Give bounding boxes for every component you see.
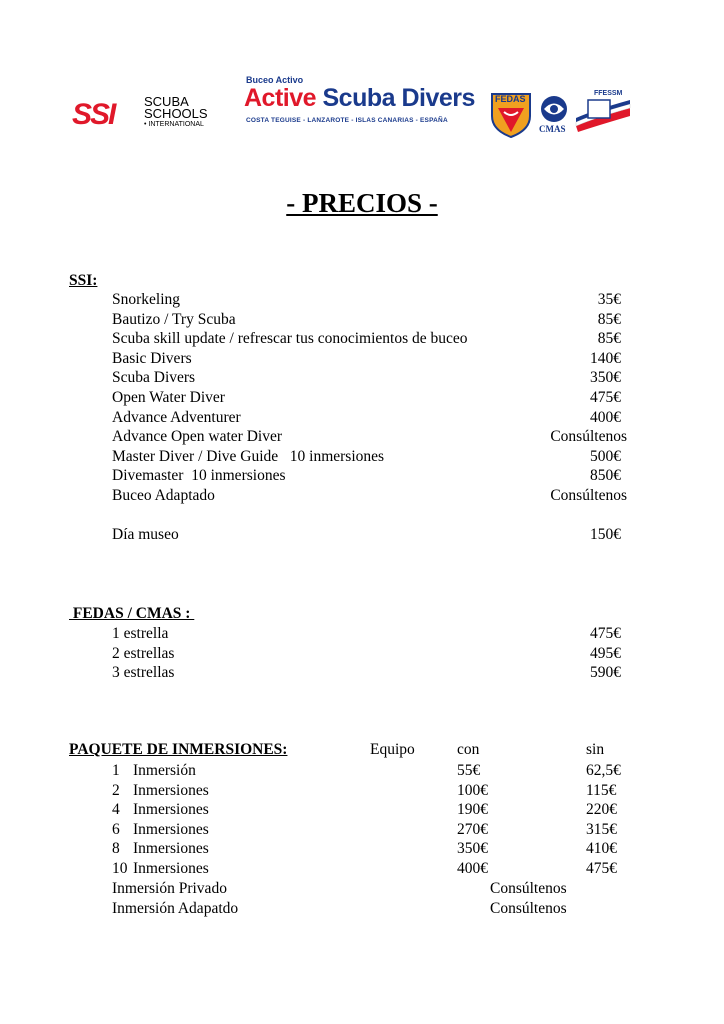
ssi-item-price: 400€ <box>590 409 621 426</box>
cmas-globe-icon <box>536 94 572 124</box>
asd-subtitle: COSTA TEGUISE - LANZAROTE - ISLAS CANARIAS - ESPAÑA <box>246 117 448 124</box>
paquete-row-con: 100€ <box>457 782 488 799</box>
ssi-heading: SSI: <box>69 272 98 289</box>
ssi-item-price: Consúltenos <box>550 428 627 445</box>
ssi-item-label: Basic Divers <box>112 350 192 367</box>
col-equipo: Equipo <box>370 741 415 758</box>
asd-top-text: Buceo Activo <box>246 75 304 85</box>
asd-title-blue: Scuba Divers <box>322 84 475 112</box>
ssi-item-price: 475€ <box>590 389 621 406</box>
page-title: - PRECIOS - <box>286 188 438 218</box>
paquete-row-con: 55€ <box>457 762 481 779</box>
paquete-row-count: 1 <box>112 762 120 779</box>
ssi-wordmark <box>144 96 208 130</box>
ffessm-label: FFESSM <box>594 90 623 97</box>
ssi-item-price: 500€ <box>590 448 621 465</box>
paquete-row-con: 400€ <box>457 860 488 877</box>
ssi-line3: • INTERNATIONAL <box>144 121 204 128</box>
dia-museo-label: Día museo <box>112 526 179 543</box>
paquete-extra-label: Inmersión Adapatdo <box>112 900 239 917</box>
ssi-logo <box>72 94 232 134</box>
fedas-item-label: 3 estrellas <box>112 664 175 681</box>
fedas-label: FEDAS <box>495 94 526 104</box>
paquete-row-con: 270€ <box>457 821 488 838</box>
paquete-row-label: Inmersiones <box>133 840 209 857</box>
dia-museo-price: 150€ <box>590 526 621 543</box>
asd-title <box>244 84 475 113</box>
paquete-row-count: 6 <box>112 821 120 838</box>
ssi-line2: SCHOOLS <box>144 106 208 121</box>
ssi-item-price: 140€ <box>590 350 621 367</box>
paquete-row-label: Inmersión <box>133 762 196 779</box>
paquete-row-count: 8 <box>112 840 120 857</box>
ssi-item-price: 350€ <box>590 369 621 386</box>
ssi-item-label: Advance Open water Diver <box>112 428 282 445</box>
ssi-item-price: 35€ <box>597 291 621 308</box>
ssi-item-price: 85€ <box>597 330 621 347</box>
fedas-logo <box>490 92 532 138</box>
paquete-row-count: 4 <box>112 801 120 818</box>
cmas-logo <box>536 94 572 138</box>
paquete-row-sin: 315€ <box>586 821 617 838</box>
fedas-item-price: 495€ <box>590 645 621 662</box>
asd-title-red: Active <box>244 84 317 112</box>
fedas-item-price: 590€ <box>590 664 621 681</box>
active-scuba-divers-logo <box>244 75 482 133</box>
paquete-row-con: 350€ <box>457 840 488 857</box>
ssi-line1: SCUBA <box>144 94 189 109</box>
paquete-extra-price: Consúltenos <box>490 900 567 917</box>
fedas-item-label: 2 estrellas <box>112 645 175 662</box>
fedas-item-price: 475€ <box>590 625 621 642</box>
col-con: con <box>457 741 480 758</box>
ffessm-logo <box>574 88 632 134</box>
paquete-heading: PAQUETE DE INMERSIONES: <box>69 741 288 758</box>
paquete-row-label: Inmersiones <box>133 801 209 818</box>
paquete-extra-label: Inmersión Privado <box>112 880 227 897</box>
ssi-item-price: Consúltenos <box>550 487 627 504</box>
paquete-extra-price: Consúltenos <box>490 880 567 897</box>
col-sin: sin <box>586 741 605 758</box>
paquete-row-sin: 115€ <box>586 782 617 799</box>
ssi-item-label: Scuba skill update / refrescar tus conocimientos de buceo <box>112 330 468 347</box>
paquete-row-count: 10 <box>112 860 128 877</box>
ssi-item-label: Scuba Divers <box>112 369 196 386</box>
paquete-row-sin: 220€ <box>586 801 617 818</box>
ssi-item-label: Advance Adventurer <box>112 409 241 426</box>
fedas-heading: FEDAS / CMAS : <box>69 605 195 622</box>
ssi-item-label: Buceo Adaptado <box>112 487 215 504</box>
paquete-row-label: Inmersiones <box>133 821 209 838</box>
ssi-item-price: 850€ <box>590 467 621 484</box>
ssi-item-label: Open Water Diver <box>112 389 225 406</box>
cmas-label: CMAS <box>539 124 566 134</box>
paquete-row-sin: 410€ <box>586 840 617 857</box>
paquete-row-label: Inmersiones <box>133 782 209 799</box>
ssi-mark: SSI <box>72 98 115 131</box>
ssi-item-label: Divemaster 10 inmersiones <box>112 467 286 484</box>
paquete-row-sin: 475€ <box>586 860 617 877</box>
paquete-row-count: 2 <box>112 782 120 799</box>
ssi-item-label: Bautizo / Try Scuba <box>112 311 236 328</box>
ssi-item-label: Snorkeling <box>112 291 181 308</box>
paquete-row-label: Inmersiones <box>133 860 209 877</box>
paquete-row-sin: 62,5€ <box>586 762 621 779</box>
ssi-item-price: 85€ <box>597 311 621 328</box>
ssi-item-label: Master Diver / Dive Guide 10 inmersiones <box>112 448 385 465</box>
fedas-item-label: 1 estrella <box>112 625 169 642</box>
paquete-row-con: 190€ <box>457 801 488 818</box>
